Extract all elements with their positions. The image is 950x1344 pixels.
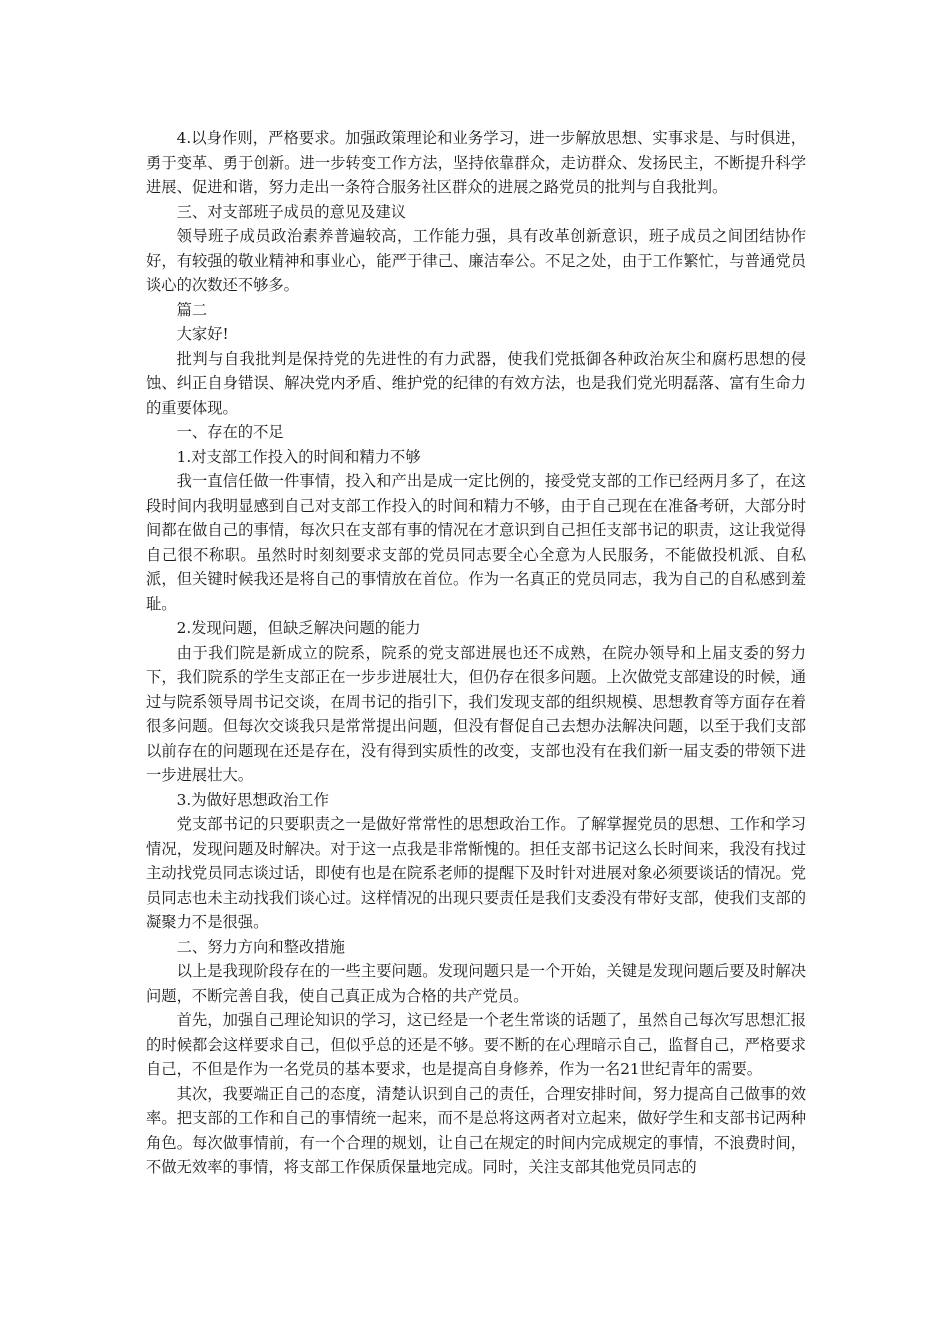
article-label-part-two: 篇二 xyxy=(176,300,208,319)
paragraph-introduction: 批判与自我批判是保持党的先进性的有力武器，使我们党抵御各种政治灰尘和腐朽思想的侵蚀、纠正自身错误、解决党内矛盾、维护党的纪律的有效方法，也是我们党光明磊落、富有生命力的重要体现。 xyxy=(146,349,806,417)
paragraph-second-measure: 其次，我要端正自己的态度，清楚认识到自己的责任，合理安排时间，努力提高自己做事的效率。把支部的工作和自己的事情统一起来，而不是总将这两者对立起来，做好学生和支部书记两种角色。每次做事情前，有一个合理的规划，让自己在规定的时间内完成规定的事情，不浪费时间，不做无效率的事情，将支部工作保质保量地完成。同时，关注支部其他党员同志的 xyxy=(146,1084,806,1176)
paragraph-improvement-intro: 以上是我现阶段存在的一些主要问题。发现问题只是一个开始，关键是发现问题后要及时解决问题，不断完善自我，使自己真正成为合格的共产党员。 xyxy=(146,962,806,1005)
subheading-time-energy: 1.对支部工作投入的时间和精力不够 xyxy=(176,447,421,466)
paragraph-self-discipline: 4.以身作则，严格要求。加强政策理论和业务学习，进一步解放思想、实事求是、与时俱进，勇于变革、勇于创新。进一步转变工作方法，坚持依靠群众，走访群众、发扬民主，不断提升科学进展、促进和谐，努力走出一条符合服务社区群众的进展之路党员的批判与自我批判。 xyxy=(146,129,806,196)
subheading-ideological-work: 3.为做好思想政治工作 xyxy=(176,790,329,809)
paragraph-ideological-work: 党支部书记的只要职责之一是做好常常性的思想政治工作。了解掌握党员的思想、工作和学习情况，发现问题及时解决。对于这一点我是非常惭愧的。担任支部书记这么长时间来，我没有找过主动找党员同志谈过话，即使有也是在院系老师的提醒下及时针对进展对象必须要谈话的情况。党员同志也未主动找我们谈心过。这样情况的出现只要责任是我们支委没有带好支部，使我们支部的凝聚力不是很强。 xyxy=(146,815,806,931)
section-heading-improvement: 二、努力方向和整改措施 xyxy=(176,937,345,956)
paragraph-leadership-assessment: 领导班子成员政治素养普遍较高，工作能力强，具有改革创新意识，班子成员之间团结协作好，有较强的敬业精神和事业心，能严于律己、廉洁奉公。不足之处，由于工作繁忙，与普通党员谈心的次数还不够多。 xyxy=(146,227,806,294)
section-heading-shortcomings: 一、存在的不足 xyxy=(176,423,284,441)
paragraph-first-measure: 首先，加强自己理论知识的学习，这已经是一个老生常谈的话题了，虽然自己每次写思想汇报的时候都会这样要求自己，但似乎总的还是不够。要不断的在心理暗示自己，监督自己，严格要求自己，不但是作为一名党员的基本要求，也是提高自身修养，作为一名21世纪青年的需要。 xyxy=(146,1011,806,1078)
greeting: 大家好! xyxy=(176,325,229,343)
section-heading-suggestions: 三、对支部班子成员的意见及建议 xyxy=(176,202,407,221)
document-page xyxy=(146,126,806,1180)
subheading-problem-solving: 2.发现问题，但缺乏解决问题的能力 xyxy=(176,619,421,637)
paragraph-problem-solving: 由于我们院是新成立的院系，院系的党支部进展也还不成熟，在院办领导和上届支委的努力下，我们院系的学生支部正在一步步进展壮大，但仍存在很多问题。上次做党支部建设的时候，通过与院系领导周书记交谈，在周书记的指引下，我们发现支部的组织规模、思想教育等方面存在着很多问题。但每次交谈我只是常常提出问题，但没有督促自己去想办法解决问题，以至于我们支部以前存在的问题现在还是存在，没有得到实质性的改变，支部也没有在我们新一届支委的带领下进一步进展壮大。 xyxy=(146,643,806,784)
paragraph-time-energy: 我一直信任做一件事情，投入和产出是成一定比例的，接受党支部的工作已经两月多了，在这段时间内我明显感到自己对支部工作投入的时间和精力不够，由于自己现在在准备考研，大部分时间都在做自己的事情，每次只在支部有事的情况在才意识到自己担任支部书记的职责，这让我觉得自己很不称职。虽然时时刻刻要求支部的党员同志要全心全意为人民服务，不能做投机派、自私派，但关键时候我还是将自己的事情放在首位。作为一名真正的党员同志，我为自己的自私感到羞耻。 xyxy=(146,472,806,613)
